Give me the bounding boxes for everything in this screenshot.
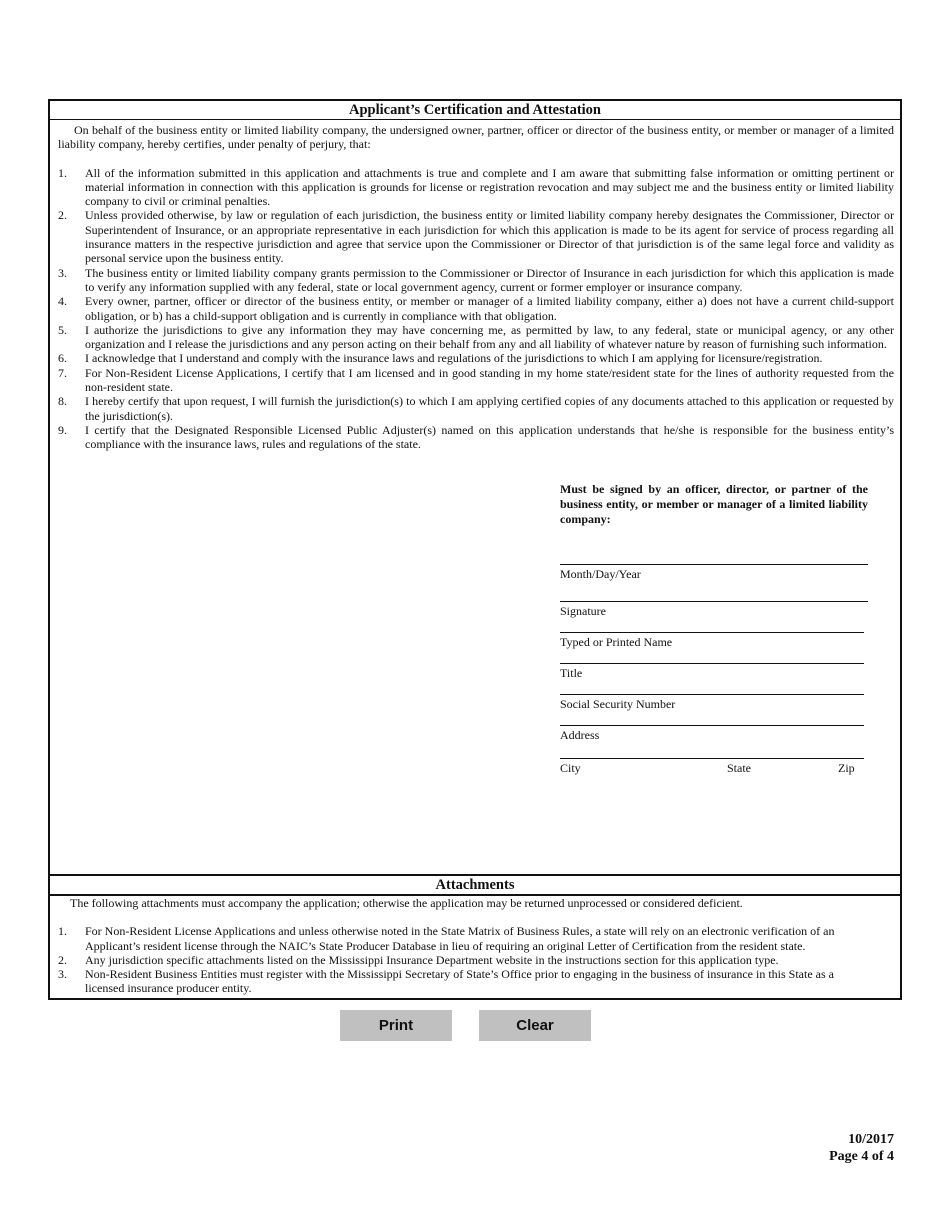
item-number: 5. <box>58 322 67 337</box>
list-item <box>50 967 900 996</box>
attachments-intro: The following attachments must accompany the application; otherwise the application may be returned unprocessed or considered deficient. <box>70 896 743 910</box>
address-field[interactable] <box>560 725 864 726</box>
page-footer <box>829 1131 894 1165</box>
title-label: Title <box>560 665 583 680</box>
item-text: I hereby certify that upon request, I will furnish the jurisdiction(s) to which I am applying certified copies of any documents attached to this application or requested by the jurisdiction(s). <box>85 394 894 423</box>
item-number: 1. <box>58 924 67 939</box>
print-button[interactable]: Print <box>340 1010 452 1041</box>
list-item <box>50 394 900 423</box>
name-label: Typed or Printed Name <box>560 634 673 649</box>
signature-label: Signature <box>560 604 606 619</box>
item-number: 8. <box>58 394 67 409</box>
item-text: For Non-Resident License Applications, I certify that I am licensed and in good standing in my home state/resident state for the lines of authority requested from the non-resident state. <box>85 365 894 395</box>
title-field[interactable] <box>560 663 864 664</box>
item-text: I authorize the jurisdictions to give any information they may have concerning me, as permitted by law, to any federal, state or municipal agency, or any other organization and I release the jurisdictions and any person acting on their behalf from any and all liability of whatever nature by reason of furnishing such information. <box>85 322 894 352</box>
ssn-label: Social Security Number <box>560 697 676 712</box>
item-text: Non-Resident Business Entities must register with the Mississippi Secretary of State’s Office prior to engaging in the business of insurance in this State as a licensed insurance producer entity. <box>85 967 834 996</box>
item-text: For Non-Resident License Applications and unless otherwise noted in the State Matrix of Business Rules, a state will rely on an electronic verification of an Applicant’s resident license through the NAIC’s State Producer Database in lieu of requiring an original Letter of Certification from the resident state. <box>85 924 835 953</box>
item-number: 4. <box>58 294 67 309</box>
certification-form-box <box>48 99 902 1000</box>
list-item <box>50 953 900 967</box>
list-item <box>50 924 900 953</box>
item-number: 7. <box>58 365 67 380</box>
item-number: 6. <box>58 351 67 366</box>
address-label: Address <box>560 728 600 743</box>
attachments-section <box>50 896 900 996</box>
page-number: Page 4 of 4 <box>829 1149 894 1164</box>
certification-intro: On behalf of the business entity or limited liability company, the undersigned owner, partner, officer or director of the business entity, or member or manager of a limited liability company, hereby certifies, under penalty of perjury, that: <box>58 123 894 152</box>
list-item <box>50 366 900 395</box>
list-item <box>50 266 900 295</box>
name-field[interactable] <box>560 632 864 633</box>
item-text: I acknowledge that I understand and comply with the insurance laws and regulations of the jurisdictions to which I am applying for licensure/registration. <box>85 351 823 366</box>
item-number: 2. <box>58 208 67 223</box>
item-text: Every owner, partner, officer or director of the business entity, or member or manager of a limited liability company, either a) does not have a current child-support obligation, or b) has a child-support obligation and is currently in compliance with that obligation. <box>85 294 894 323</box>
signature-note: Must be signed by an officer, director, or partner of the business entity, or member or manager of a limited liability company: <box>560 482 868 526</box>
item-number: 1. <box>58 165 67 180</box>
ssn-field[interactable] <box>560 694 864 695</box>
list-item <box>50 323 900 352</box>
item-text: I certify that the Designated Responsible Licensed Public Adjuster(s) named on this application understands that he/she is responsible for the business entity’s compliance with the insurance laws, rules and regulations of the state. <box>85 422 894 452</box>
list-item <box>50 351 900 365</box>
item-text: Unless provided otherwise, by law or regulation of each jurisdiction, the business entity or limited liability company hereby designates the Commissioner, Director or Superintendent of Insurance, or an appropriate representative in each jurisdiction for which this application is made to be its agent for service of process regarding all insurance matters in the respective jurisdiction and agree that service upon the Commissioner or Director of that jurisdiction is of the same legal force and validity as personal service upon the business entity. <box>85 208 894 266</box>
item-text: All of the information submitted in this application and attachments is true and complete and I am aware that submitting false information or omitting pertinent or material information in connection with this application is grounds for license or registration revocation and may subject me and the business entity or limited liability company to civil or criminal penalties. <box>85 165 894 209</box>
form-date: 10/2017 <box>848 1132 894 1147</box>
item-text: The business entity or limited liability company grants permission to the Commissioner or Director of Insurance in each jurisdiction for which this application is made to verify any information supplied with any federal, state or local government agency, current or former employer or insurance company. <box>85 265 894 294</box>
list-item <box>50 208 900 265</box>
item-text: Any jurisdiction specific attachments listed on the Mississippi Insurance Department website in the instructions section for this application type. <box>85 952 779 967</box>
certification-title: Applicant’s Certification and Attestation <box>50 101 900 120</box>
item-number: 9. <box>58 422 67 437</box>
date-label: Month/Day/Year <box>560 567 641 581</box>
list-item <box>50 294 900 323</box>
state-label: State <box>727 760 751 775</box>
clear-button[interactable]: Clear <box>479 1010 591 1041</box>
list-item <box>50 166 900 209</box>
signature-field[interactable] <box>560 601 868 602</box>
item-number: 3. <box>58 265 67 280</box>
date-field[interactable] <box>560 564 868 565</box>
signature-block <box>560 482 868 775</box>
attachments-list <box>50 924 900 995</box>
city-state-zip-field[interactable] <box>560 758 864 759</box>
attachments-title: Attachments <box>50 874 900 896</box>
city-state-zip-labels <box>560 761 868 775</box>
certification-list <box>50 166 900 452</box>
item-number: 2. <box>58 952 67 967</box>
list-item <box>50 423 900 452</box>
item-number: 3. <box>58 967 67 982</box>
zip-label: Zip <box>838 760 855 775</box>
city-label: City <box>560 760 581 775</box>
